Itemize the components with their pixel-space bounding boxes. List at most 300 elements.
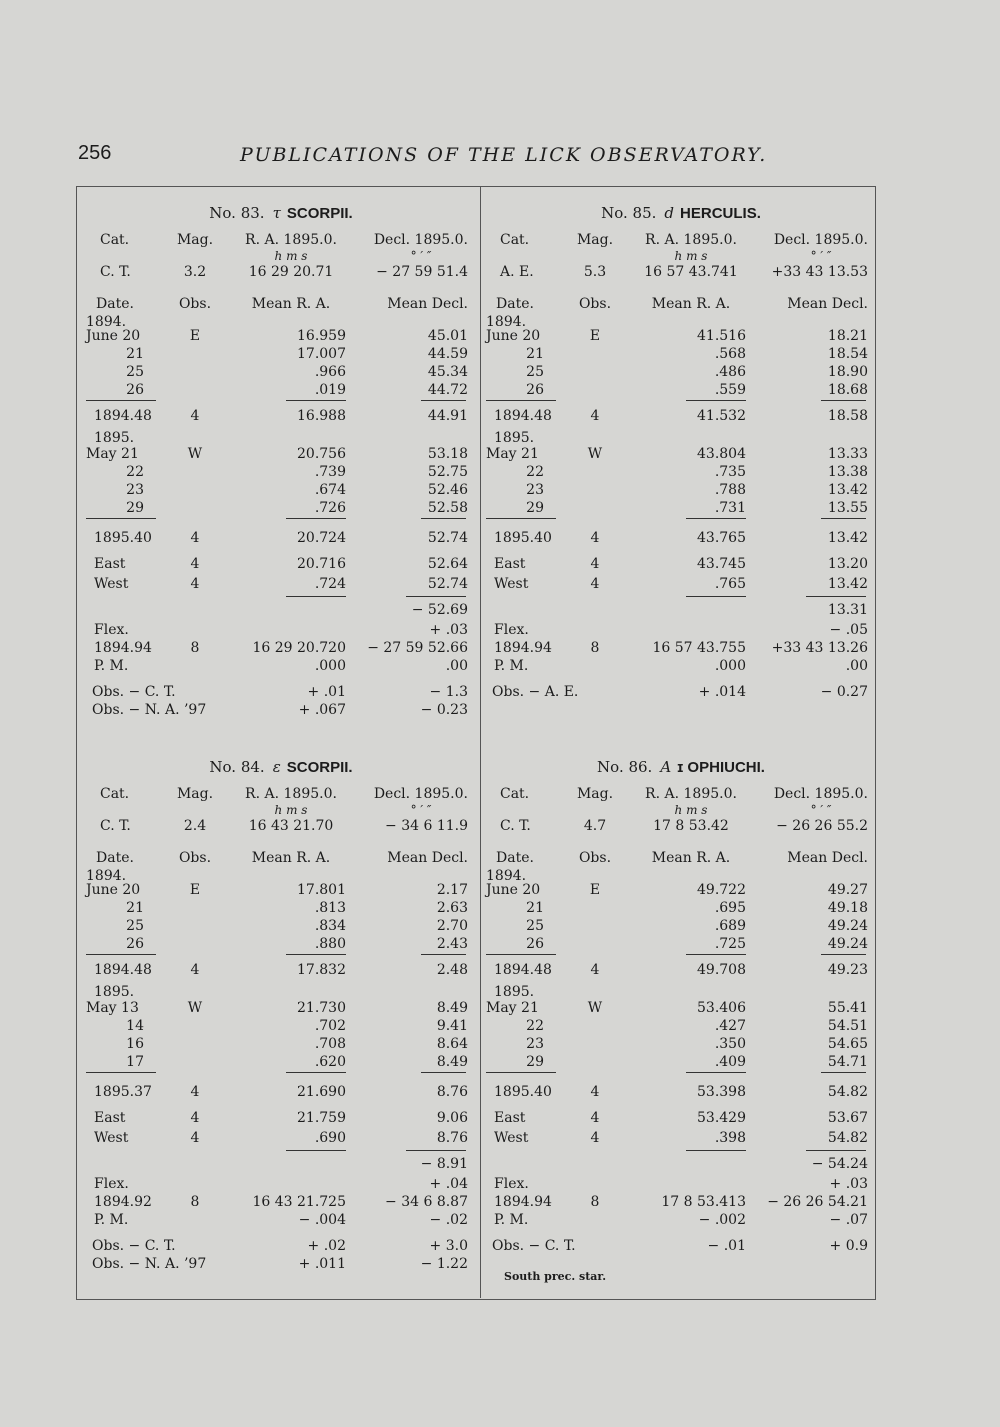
page-number: 256: [78, 142, 112, 164]
final-count: 8: [190, 640, 200, 656]
col-header-mean-decl: Mean Decl.: [387, 296, 468, 312]
obs-ra: 41.516: [697, 328, 746, 344]
catalogue-ra: 16 57 43.741: [644, 264, 738, 280]
mean-epoch: 1894.48: [494, 408, 552, 424]
col-header-mean-decl: Mean Decl.: [787, 296, 868, 312]
residual-label: Obs. − C. T.: [492, 1238, 576, 1254]
obs-ra: .486: [714, 364, 746, 380]
catalogue-name: C. T.: [100, 818, 131, 834]
mean-epoch: 1895.40: [494, 1084, 552, 1100]
obs-ra: .725: [714, 936, 746, 952]
year-label: 1894.: [486, 314, 527, 330]
rule-line: [821, 1072, 866, 1073]
ra-units: h m s: [274, 803, 308, 817]
obs-date: 23: [126, 482, 144, 498]
rule-line: [421, 518, 466, 519]
obs-date: 14: [126, 1018, 144, 1034]
obs-date: May 21: [486, 446, 539, 462]
west-decl: 8.76: [436, 1130, 468, 1146]
residual-label: Obs. − C. T.: [92, 684, 176, 700]
obs-date: 22: [126, 464, 144, 480]
observer: E: [589, 882, 601, 898]
residual-decl: + 3.0: [429, 1238, 468, 1254]
final-epoch: 1894.94: [494, 640, 552, 656]
decl-units: ° ′ ″: [810, 803, 832, 817]
rule-line: [806, 596, 866, 597]
flexure-value: + .03: [429, 622, 468, 638]
star-name: HERCULIS.: [680, 205, 761, 222]
col-header-obs: Obs.: [578, 850, 612, 866]
obs-date: 25: [526, 364, 544, 380]
mean-ra: 53.398: [697, 1084, 746, 1100]
year-label: 1895.: [94, 984, 135, 1000]
residual-ra: + .011: [298, 1256, 346, 1272]
rule-line: [421, 400, 466, 401]
rule-line: [486, 518, 556, 519]
obs-ra: .788: [714, 482, 746, 498]
obs-decl: 44.72: [427, 382, 468, 398]
obs-date: 29: [526, 500, 544, 516]
col-header-decl: Decl. 1895.0.: [373, 786, 468, 802]
obs-decl: 49.27: [827, 882, 868, 898]
residual-label: Obs. − N. A. ’97: [92, 1256, 207, 1272]
proper-motion-ra: − .004: [298, 1212, 346, 1228]
obs-decl: 8.64: [436, 1036, 468, 1052]
decl-units: ° ′ ″: [410, 249, 432, 263]
rule-line: [821, 954, 866, 955]
flexure-label: Flex.: [94, 1176, 129, 1192]
mean-ra: 20.724: [297, 530, 346, 546]
obs-ra: .880: [314, 936, 346, 952]
east-count: 4: [590, 556, 600, 572]
final-decl: − 27 59 52.66: [367, 640, 468, 656]
catalogue-name: A. E.: [500, 264, 534, 280]
col-header-date: Date.: [96, 296, 134, 312]
obs-date: 26: [126, 382, 144, 398]
observer: W: [187, 446, 203, 462]
final-ra: 17 8 53.413: [661, 1194, 746, 1210]
obs-decl: 54.65: [827, 1036, 868, 1052]
col-header-cat: Cat.: [100, 232, 130, 248]
obs-date: 21: [126, 346, 144, 362]
east-decl: 52.64: [427, 556, 468, 572]
proper-motion-decl: − .02: [429, 1212, 468, 1228]
mean-count: 4: [590, 408, 600, 424]
mean-epoch: 1895.40: [494, 530, 552, 546]
star-heading: [486, 204, 876, 222]
rule-line: [286, 1150, 346, 1151]
final-count: 8: [190, 1194, 200, 1210]
decl-mean-value: − 8.91: [420, 1156, 468, 1172]
obs-decl: 52.75: [427, 464, 468, 480]
obs-date: May 21: [486, 1000, 539, 1016]
star-number: No. 84.: [209, 758, 265, 776]
rule-line: [806, 1150, 866, 1151]
col-header-decl: Decl. 1895.0.: [773, 786, 868, 802]
column-divider: [480, 186, 481, 1298]
obs-date: 16: [126, 1036, 144, 1052]
west-ra: .724: [314, 576, 346, 592]
catalogue-ra: 17 8 53.42: [653, 818, 729, 834]
star-block: [486, 758, 876, 1298]
star-block: [86, 204, 476, 744]
obs-decl: 2.63: [436, 900, 468, 916]
catalogue-ra: 16 43 21.70: [248, 818, 334, 834]
east-decl: 13.20: [827, 556, 868, 572]
col-header-ra: R. A. 1895.0.: [645, 232, 737, 248]
ra-units: h m s: [674, 249, 708, 263]
obs-decl: 9.41: [436, 1018, 468, 1034]
flexure-label: Flex.: [94, 622, 129, 638]
observer: E: [189, 882, 201, 898]
proper-motion-label: P. M.: [494, 1212, 529, 1228]
obs-date: May 21: [86, 446, 139, 462]
running-title: PUBLICATIONS OF THE LICK OBSERVATORY.: [240, 144, 768, 166]
catalogue-decl: − 27 59 51.4: [376, 264, 468, 280]
decl-mean-value: − 54.24: [811, 1156, 868, 1172]
rule-line: [686, 400, 746, 401]
obs-decl: 49.24: [827, 936, 868, 952]
obs-decl: 18.54: [827, 346, 868, 362]
obs-ra: .559: [714, 382, 746, 398]
obs-decl: 13.33: [827, 446, 868, 462]
obs-ra: 43.804: [697, 446, 746, 462]
rule-line: [486, 1072, 556, 1073]
final-decl: − 26 26 54.21: [767, 1194, 868, 1210]
proper-motion-label: P. M.: [94, 1212, 129, 1228]
proper-motion-ra: .000: [714, 658, 746, 674]
rule-line: [421, 1072, 466, 1073]
star-name: SCORPII.: [286, 205, 353, 222]
obs-ra: 16.959: [297, 328, 346, 344]
flexure-label: Flex.: [494, 1176, 529, 1192]
mean-decl: 54.82: [827, 1084, 868, 1100]
obs-decl: 52.46: [427, 482, 468, 498]
mean-epoch: 1894.48: [494, 962, 552, 978]
mean-epoch: 1895.37: [94, 1084, 152, 1100]
east-ra: 53.429: [697, 1110, 746, 1126]
west-decl: 54.82: [827, 1130, 868, 1146]
mean-epoch: 1894.48: [94, 408, 152, 424]
obs-decl: 52.58: [427, 500, 468, 516]
obs-decl: 53.18: [427, 446, 468, 462]
final-epoch: 1894.94: [94, 640, 152, 656]
mean-decl: 52.74: [427, 530, 468, 546]
obs-decl: 44.59: [427, 346, 468, 362]
rule-line: [421, 954, 466, 955]
rule-line: [686, 518, 746, 519]
star-heading: [86, 758, 476, 776]
star-letter: d: [664, 204, 675, 222]
mean-decl: 18.58: [827, 408, 868, 424]
residual-ra: + .067: [298, 702, 346, 718]
rule-line: [486, 954, 556, 955]
obs-date: June 20: [86, 328, 141, 344]
rule-line: [286, 954, 346, 955]
flexure-value: + .04: [429, 1176, 468, 1192]
observer: E: [189, 328, 201, 344]
rule-line: [86, 518, 156, 519]
final-count: 8: [590, 640, 600, 656]
residual-decl: − 0.27: [820, 684, 868, 700]
obs-ra: 17.007: [297, 346, 346, 362]
col-header-mean-ra: Mean R. A.: [651, 296, 731, 312]
obs-ra: .689: [714, 918, 746, 934]
ra-units: h m s: [674, 803, 708, 817]
col-header-ra: R. A. 1895.0.: [645, 786, 737, 802]
east-count: 4: [190, 1110, 200, 1126]
rule-line: [86, 1072, 156, 1073]
mean-ra: 16.988: [297, 408, 346, 424]
obs-ra: .019: [314, 382, 346, 398]
east-ra: 20.716: [297, 556, 346, 572]
year-label: 1895.: [494, 984, 535, 1000]
residual-decl: − 1.3: [429, 684, 468, 700]
obs-date: 22: [526, 1018, 544, 1034]
obs-ra: .739: [314, 464, 346, 480]
rule-line: [406, 1150, 466, 1151]
west-ra: .690: [314, 1130, 346, 1146]
rule-line: [486, 400, 556, 401]
mean-ra: 21.690: [297, 1084, 346, 1100]
year-label: 1895.: [94, 430, 135, 446]
final-ra: 16 43 21.725: [252, 1194, 346, 1210]
flexure-value: − .05: [829, 622, 868, 638]
residual-decl: − 0.23: [420, 702, 468, 718]
final-epoch: 1894.94: [494, 1194, 552, 1210]
col-header-date: Date.: [496, 296, 534, 312]
east-ra: 43.745: [697, 556, 746, 572]
catalogue-decl: − 26 26 55.2: [776, 818, 868, 834]
rule-line: [286, 518, 346, 519]
obs-decl: 18.90: [827, 364, 868, 380]
mean-count: 4: [190, 1084, 200, 1100]
east-label: East: [494, 556, 526, 572]
obs-ra: .731: [714, 500, 746, 516]
col-header-mean-ra: Mean R. A.: [251, 850, 331, 866]
proper-motion-decl: .00: [445, 658, 468, 674]
obs-decl: 8.49: [436, 1054, 468, 1070]
obs-date: June 20: [86, 882, 141, 898]
east-decl: 9.06: [436, 1110, 468, 1126]
obs-date: 23: [526, 1036, 544, 1052]
obs-ra: .409: [714, 1054, 746, 1070]
obs-ra: .620: [314, 1054, 346, 1070]
obs-decl: 13.38: [827, 464, 868, 480]
residual-ra: − .01: [707, 1238, 746, 1254]
rule-line: [821, 518, 866, 519]
magnitude: 2.4: [183, 818, 207, 834]
ra-units: h m s: [274, 249, 308, 263]
west-label: West: [94, 576, 129, 592]
obs-decl: 49.24: [827, 918, 868, 934]
col-header-mag: Mag.: [576, 232, 614, 248]
mean-decl: 8.76: [436, 1084, 468, 1100]
proper-motion-label: P. M.: [94, 658, 129, 674]
obs-date: 21: [526, 346, 544, 362]
obs-decl: 2.70: [436, 918, 468, 934]
mean-ra: 41.532: [697, 408, 746, 424]
obs-ra: .427: [714, 1018, 746, 1034]
west-label: West: [494, 576, 529, 592]
footnote: South prec. star.: [504, 1270, 607, 1283]
col-header-decl: Decl. 1895.0.: [773, 232, 868, 248]
flexure-label: Flex.: [494, 622, 529, 638]
mean-epoch: 1895.40: [94, 530, 152, 546]
star-block: [486, 204, 876, 744]
obs-ra: .813: [314, 900, 346, 916]
obs-ra: 20.756: [297, 446, 346, 462]
rule-line: [821, 400, 866, 401]
star-block: [86, 758, 476, 1298]
col-header-cat: Cat.: [500, 786, 530, 802]
residual-ra: + .02: [307, 1238, 346, 1254]
obs-ra: .735: [714, 464, 746, 480]
west-label: West: [94, 1130, 129, 1146]
obs-ra: .674: [314, 482, 346, 498]
mean-decl: 13.42: [827, 530, 868, 546]
obs-decl: 54.71: [827, 1054, 868, 1070]
proper-motion-ra: .000: [314, 658, 346, 674]
obs-date: 25: [526, 918, 544, 934]
observer: W: [587, 446, 603, 462]
obs-ra: 21.730: [297, 1000, 346, 1016]
mean-ra: 43.765: [697, 530, 746, 546]
obs-date: June 20: [486, 882, 541, 898]
obs-decl: 2.17: [436, 882, 468, 898]
east-ra: 21.759: [297, 1110, 346, 1126]
observer: W: [187, 1000, 203, 1016]
obs-date: 22: [526, 464, 544, 480]
col-header-decl: Decl. 1895.0.: [373, 232, 468, 248]
year-label: 1894.: [86, 314, 127, 330]
rule-line: [686, 954, 746, 955]
residual-decl: − 1.22: [420, 1256, 468, 1272]
west-ra: .398: [714, 1130, 746, 1146]
mean-decl: 2.48: [436, 962, 468, 978]
col-header-mag: Mag.: [176, 232, 214, 248]
col-header-cat: Cat.: [500, 232, 530, 248]
obs-date: 25: [126, 918, 144, 934]
col-header-obs: Obs.: [178, 850, 212, 866]
year-label: 1894.: [86, 868, 127, 884]
observer: W: [587, 1000, 603, 1016]
obs-date: 25: [126, 364, 144, 380]
catalogue-decl: +33 43 13.53: [771, 264, 868, 280]
obs-ra: 53.406: [697, 1000, 746, 1016]
mean-epoch: 1894.48: [94, 962, 152, 978]
west-count: 4: [590, 576, 600, 592]
magnitude: 3.2: [183, 264, 207, 280]
obs-date: 26: [126, 936, 144, 952]
flexure-value: + .03: [829, 1176, 868, 1192]
proper-motion-ra: − .002: [698, 1212, 746, 1228]
catalogue-ra: 16 29 20.71: [248, 264, 334, 280]
obs-decl: 13.55: [827, 500, 868, 516]
obs-decl: 18.21: [827, 328, 868, 344]
obs-date: 26: [526, 382, 544, 398]
mean-count: 4: [190, 530, 200, 546]
col-header-obs: Obs.: [578, 296, 612, 312]
catalogue-name: C. T.: [100, 264, 131, 280]
star-letter: τ: [272, 204, 281, 222]
star-name: ɪ OPHIUCHI.: [677, 759, 765, 776]
obs-ra: .568: [714, 346, 746, 362]
obs-decl: 2.43: [436, 936, 468, 952]
obs-decl: 18.68: [827, 382, 868, 398]
mean-decl: 44.91: [427, 408, 468, 424]
star-heading: [486, 758, 876, 776]
final-ra: 16 29 20.720: [252, 640, 346, 656]
residual-label: Obs. − N. A. ’97: [92, 702, 207, 718]
star-letter: A: [660, 758, 672, 776]
year-label: 1895.: [494, 430, 535, 446]
east-label: East: [94, 1110, 126, 1126]
mean-count: 4: [590, 962, 600, 978]
decl-mean-value: 13.31: [827, 602, 868, 618]
rule-line: [686, 1150, 746, 1151]
year-label: 1894.: [486, 868, 527, 884]
obs-ra: .695: [714, 900, 746, 916]
decl-units: ° ′ ″: [410, 803, 432, 817]
obs-date: 29: [526, 1054, 544, 1070]
obs-ra: .702: [314, 1018, 346, 1034]
mean-ra: 17.832: [297, 962, 346, 978]
west-label: West: [494, 1130, 529, 1146]
residual-label: Obs. − A. E.: [492, 684, 579, 700]
mean-ra: 49.708: [697, 962, 746, 978]
rule-line: [286, 400, 346, 401]
obs-decl: 45.34: [427, 364, 468, 380]
obs-decl: 13.42: [827, 482, 868, 498]
obs-date: 29: [126, 500, 144, 516]
residual-decl: + 0.9: [829, 1238, 868, 1254]
final-count: 8: [590, 1194, 600, 1210]
west-count: 4: [590, 1130, 600, 1146]
decl-units: ° ′ ″: [810, 249, 832, 263]
rule-line: [686, 596, 746, 597]
residual-label: Obs. − C. T.: [92, 1238, 176, 1254]
star-heading: [86, 204, 476, 222]
col-header-ra: R. A. 1895.0.: [245, 232, 337, 248]
mean-decl: 49.23: [827, 962, 868, 978]
obs-date: 23: [526, 482, 544, 498]
rule-line: [406, 596, 466, 597]
mean-count: 4: [190, 962, 200, 978]
catalogue-decl: − 34 6 11.9: [385, 818, 468, 834]
obs-ra: .834: [314, 918, 346, 934]
obs-date: May 13: [86, 1000, 139, 1016]
decl-mean-value: − 52.69: [411, 602, 468, 618]
west-count: 4: [190, 1130, 200, 1146]
proper-motion-decl: .00: [845, 658, 868, 674]
obs-date: June 20: [486, 328, 541, 344]
col-header-mean-ra: Mean R. A.: [651, 850, 731, 866]
obs-decl: 54.51: [827, 1018, 868, 1034]
star-name: SCORPII.: [286, 759, 353, 776]
col-header-mag: Mag.: [576, 786, 614, 802]
obs-date: 21: [126, 900, 144, 916]
obs-ra: 49.722: [697, 882, 746, 898]
obs-decl: 49.18: [827, 900, 868, 916]
col-header-obs: Obs.: [178, 296, 212, 312]
rule-line: [86, 954, 156, 955]
proper-motion-decl: − .07: [829, 1212, 868, 1228]
obs-ra: .350: [714, 1036, 746, 1052]
observer: E: [589, 328, 601, 344]
rule-line: [686, 1072, 746, 1073]
west-count: 4: [190, 576, 200, 592]
